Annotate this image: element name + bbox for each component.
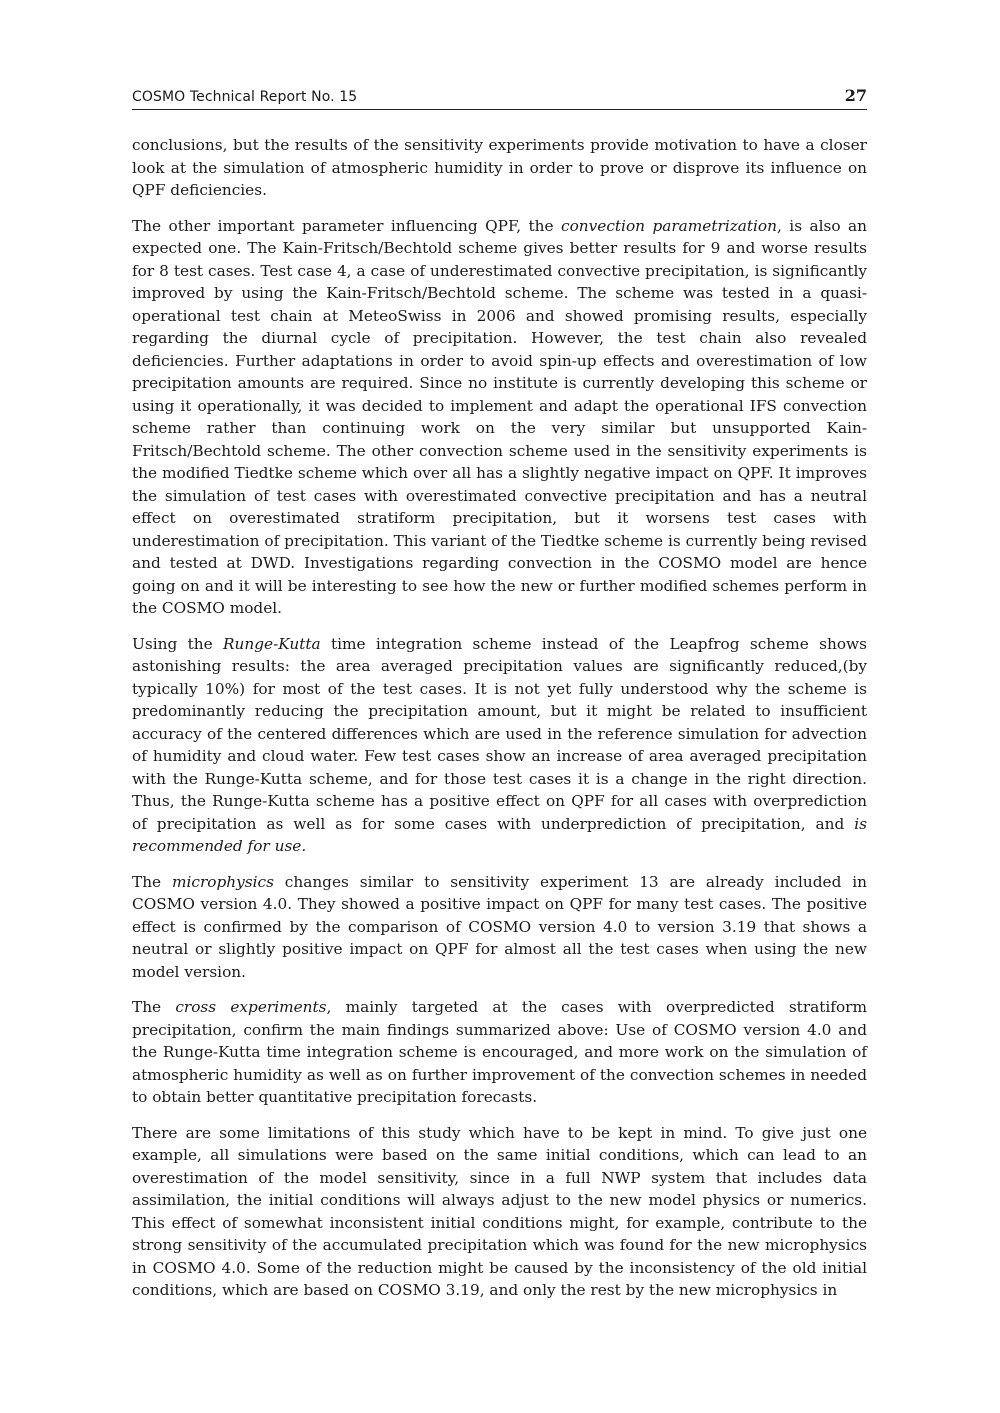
emphasis: microphysics: [171, 872, 274, 891]
emphasis: Runge-Kutta: [223, 634, 321, 653]
text-run: The: [132, 872, 172, 891]
paragraph-runge-kutta: [132, 633, 867, 858]
paragraph-cross-experiments: [132, 996, 867, 1109]
text-run: The: [132, 998, 176, 1016]
paragraph-microphysics: [132, 871, 867, 984]
text-run: changes similar to sensitivity experiment 13 are already included in COSMO version 4.0. They showed a positive impact on QPF for many test cases. The positive effect is confirmed by the comparison of COSMO version 4.0 to version 3.19 that shows a neutral or slightly positive impact on QPF for almost all the test cases when using the new model version.: [132, 872, 867, 981]
body-text: [132, 134, 867, 1302]
text-run: , is also an expected one. The Kain-Fritsch/Bechtold scheme gives better results for 9 and worse results for 8 test cases. Test case 4, a case of underestimated convective precipitation, is significantly improved by using the Kain-Fritsch/Bechtold scheme. The scheme was tested in a quasi-operational test chain at MeteoSwiss in 2006 and showed promising results, especially regarding the diurnal cycle of precipitation. However, the test chain also revealed deficiencies. Further adaptations in order to avoid spin-up effects and overestimation of low precipitation amounts are required. Since no institute is currently developing this scheme or using it operationally, it was decided to implement and adapt the operational IFS convection scheme rather than continuing work on the very similar but unsupported Kain-Fritsch/Bechtold scheme. The other convection scheme used in the sensitivity experiments is the modified Tiedtke scheme which over all has a slightly negative impact on QPF. It improves the simulation of test cases with overestimated convective precipitation and has a neutral effect on overestimated stratiform precipitation, but it worsens test cases with underestimation of precipitation. This variant of the Tiedtke scheme is currently being revised and tested at DWD. Investigations regarding convection in the COSMO model are hence going on and it will be interesting to see how the new or further modified schemes perform in the COSMO model.: [132, 216, 867, 617]
paragraph-conclusions: conclusions, but the results of the sensitivity experiments provide motivation to have a closer look at the simulation of atmospheric humidity in order to prove or disprove its influence on QPF deficiencies.: [132, 136, 867, 199]
text-run: The other important parameter influencing QPF, the: [132, 216, 562, 235]
emphasis: convection parametrization: [561, 216, 777, 235]
text-run: , mainly targeted at the cases with overpredicted stratiform precipitation, confirm the main findings summarized above: Use of COSMO version 4.0 and the Runge-Kutta time integration scheme is encouraged, and more work on the simulation of atmospheric humidity as well as on further improvement of the convection schemes in needed to obtain better quantitative precipitation forecasts.: [132, 998, 867, 1106]
report-title: COSMO Technical Report No. 15: [132, 89, 358, 105]
text-run: time integration scheme instead of the Leapfrog scheme shows astonishing results: the area averaged precipitation values are significantly reduced,(by typically 10%) for most of the test cases. It is not yet fully understood why the scheme is predominantly reducing the precipitation amount, but it might be related to insufficient accuracy of the centered differences which are used in the reference simulation for advection of humidity and cloud water. Few test cases show an increase of area averaged precipitation with the Runge-Kutta scheme, and for those test cases it is a change in the right direction. Thus, the Runge-Kutta scheme has a positive effect on QPF for all cases with overprediction of precipitation as well as for some cases with underprediction of precipitation, and: [132, 634, 867, 833]
text-run: Using the: [132, 634, 224, 653]
document-page: [132, 86, 867, 1315]
paragraph-convection: [132, 215, 867, 620]
page-number: 27: [844, 86, 867, 105]
emphasis: cross experiments: [175, 998, 327, 1016]
emphasis: is recommended for use.: [132, 814, 867, 855]
paragraph-limitations: There are some limitations of this study which have to be kept in mind. To give just one example, all simulations were based on the same initial conditions, which can lead to an overestimation of the model sensitivity, since in a full NWP system that includes data assimilation, the initial conditions will always adjust to the new model physics or numerics. This effect of somewhat inconsistent initial conditions might, for example, contribute to the strong sensitivity of the accumulated precipitation which was found for the new microphysics in COSMO 4.0. Some of the reduction might be caused by the inconsistency of the old initial conditions, which are based on COSMO 3.19, and only the rest by the new microphysics in: [132, 1123, 867, 1299]
running-header: [132, 86, 867, 110]
